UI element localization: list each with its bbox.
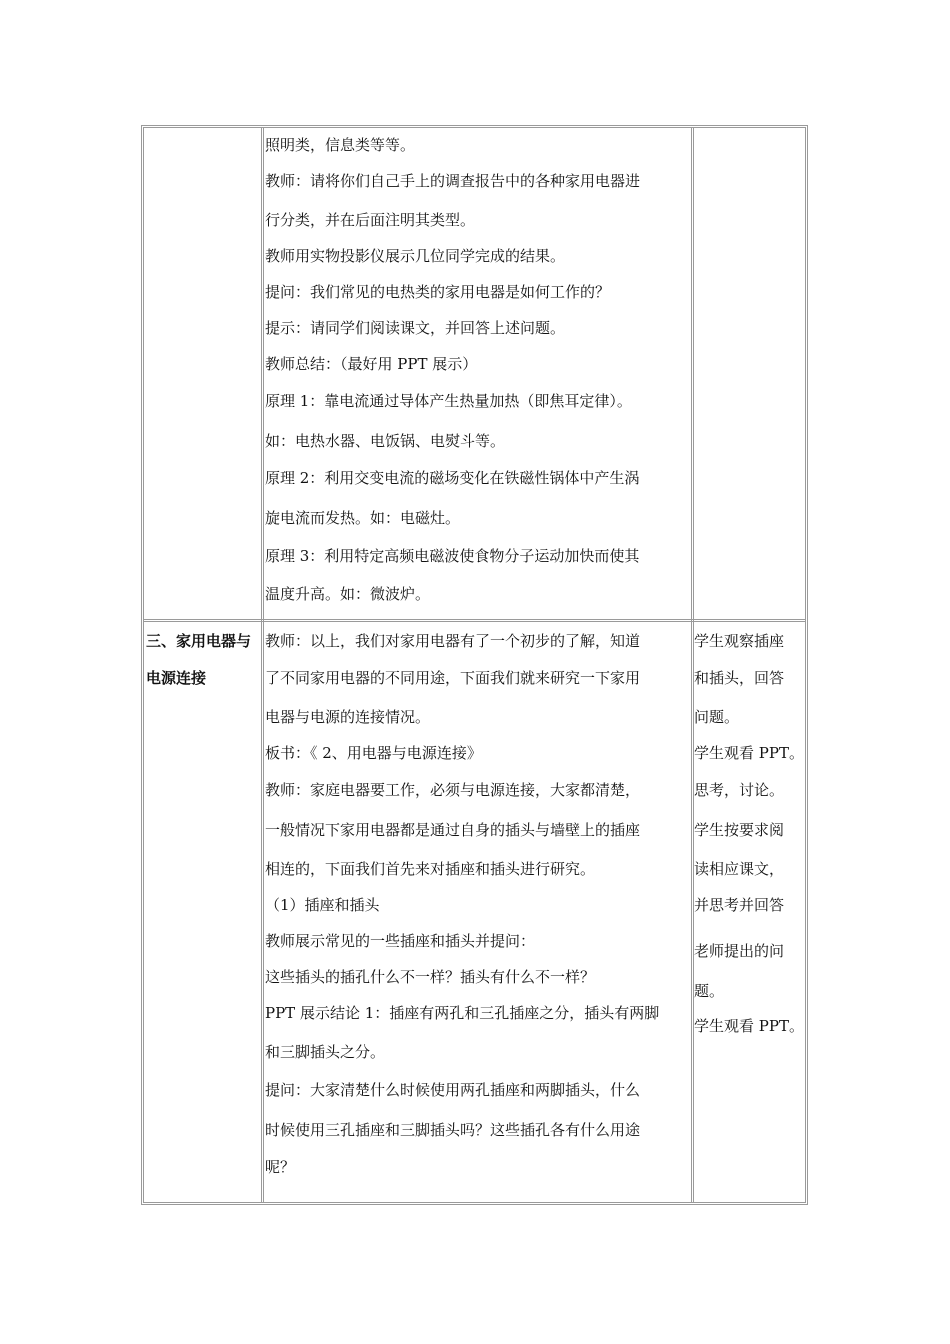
text-line: 提问：大家清楚什么时候使用两孔插座和两脚插头，什么 <box>265 1081 641 1099</box>
text-line: 行分类，并在后面注明其类型。 <box>265 211 476 229</box>
row1-content-cell <box>265 128 690 618</box>
text-line: 时候使用三孔插座和三脚插头吗？这些插孔各有什么用途 <box>265 1121 641 1139</box>
section-heading: 电源连接 <box>146 669 207 687</box>
text-line: 问题。 <box>694 708 740 726</box>
text-line: 和插头，回答 <box>694 669 785 687</box>
text-line: 提问：我们常见的电热类的家用电器是如何工作的？ <box>265 283 611 301</box>
text-line: 旋电流而发热。如：电磁灶。 <box>265 509 461 527</box>
text-line: 呢？ <box>265 1158 296 1176</box>
text-line: 原理 2：利用交变电流的磁场变化在铁磁性锅体中产生涡 <box>265 469 640 487</box>
text-line: 学生观看 PPT。 <box>694 1017 804 1035</box>
row-divider <box>144 619 805 622</box>
text-line: 教师展示常见的一些插座和插头并提问： <box>265 932 536 950</box>
column-divider <box>261 128 264 1202</box>
text-line: 照明类，信息类等等。 <box>265 136 416 154</box>
section-heading: 三、家用电器与 <box>146 632 252 650</box>
text-line: 教师：家庭电器要工作，必须与电源连接，大家都清楚， <box>265 781 641 799</box>
text-line: 学生观察插座 <box>694 632 785 650</box>
text-line: 了不同家用电器的不同用途，下面我们就来研究一下家用 <box>265 669 641 687</box>
text-line: 读相应课文， <box>694 860 785 878</box>
text-line: 教师总结：（最好用 PPT 展示） <box>265 355 478 373</box>
text-line: 教师：请将你们自己手上的调查报告中的各种家用电器进 <box>265 172 641 190</box>
text-line: 这些插头的插孔什么不一样？插头有什么不一样？ <box>265 968 596 986</box>
lesson-plan-table <box>141 125 808 1205</box>
text-line: 原理 1：靠电流通过导体产生热量加热（即焦耳定律）。 <box>265 392 632 410</box>
text-line: 教师用实物投影仪展示几位同学完成的结果。 <box>265 247 566 265</box>
column-divider <box>691 128 694 1202</box>
text-line: （1）插座和插头 <box>265 896 380 914</box>
text-line: 学生观看 PPT。 <box>694 744 804 762</box>
text-line: 电器与电源的连接情况。 <box>265 708 431 726</box>
text-line: PPT 展示结论 1：插座有两孔和三孔插座之分，插头有两脚 <box>265 1004 660 1022</box>
text-line: 学生按要求阅 <box>694 821 785 839</box>
text-line: 相连的，下面我们首先来对插座和插头进行研究。 <box>265 860 596 878</box>
text-line: 和三脚插头之分。 <box>265 1043 386 1061</box>
text-line: 老师提出的问 <box>694 942 785 960</box>
text-line: 思考，讨论。 <box>694 781 785 799</box>
text-line: 提示：请同学们阅读课文，并回答上述问题。 <box>265 319 566 337</box>
text-line: 如：电热水器、电饭锅、电熨斗等。 <box>265 432 506 450</box>
text-line: 教师：以上，我们对家用电器有了一个初步的了解，知道 <box>265 632 641 650</box>
text-line: 原理 3：利用特定高频电磁波使食物分子运动加快而使其 <box>265 547 640 565</box>
text-line: 并思考并回答 <box>694 896 785 914</box>
text-line: 题。 <box>694 982 725 1000</box>
text-line: 温度升高。如：微波炉。 <box>265 585 431 603</box>
text-line: 板书：《 2、用电器与电源连接》 <box>265 744 482 762</box>
text-line: 一般情况下家用电器都是通过自身的插头与墙壁上的插座 <box>265 821 641 839</box>
